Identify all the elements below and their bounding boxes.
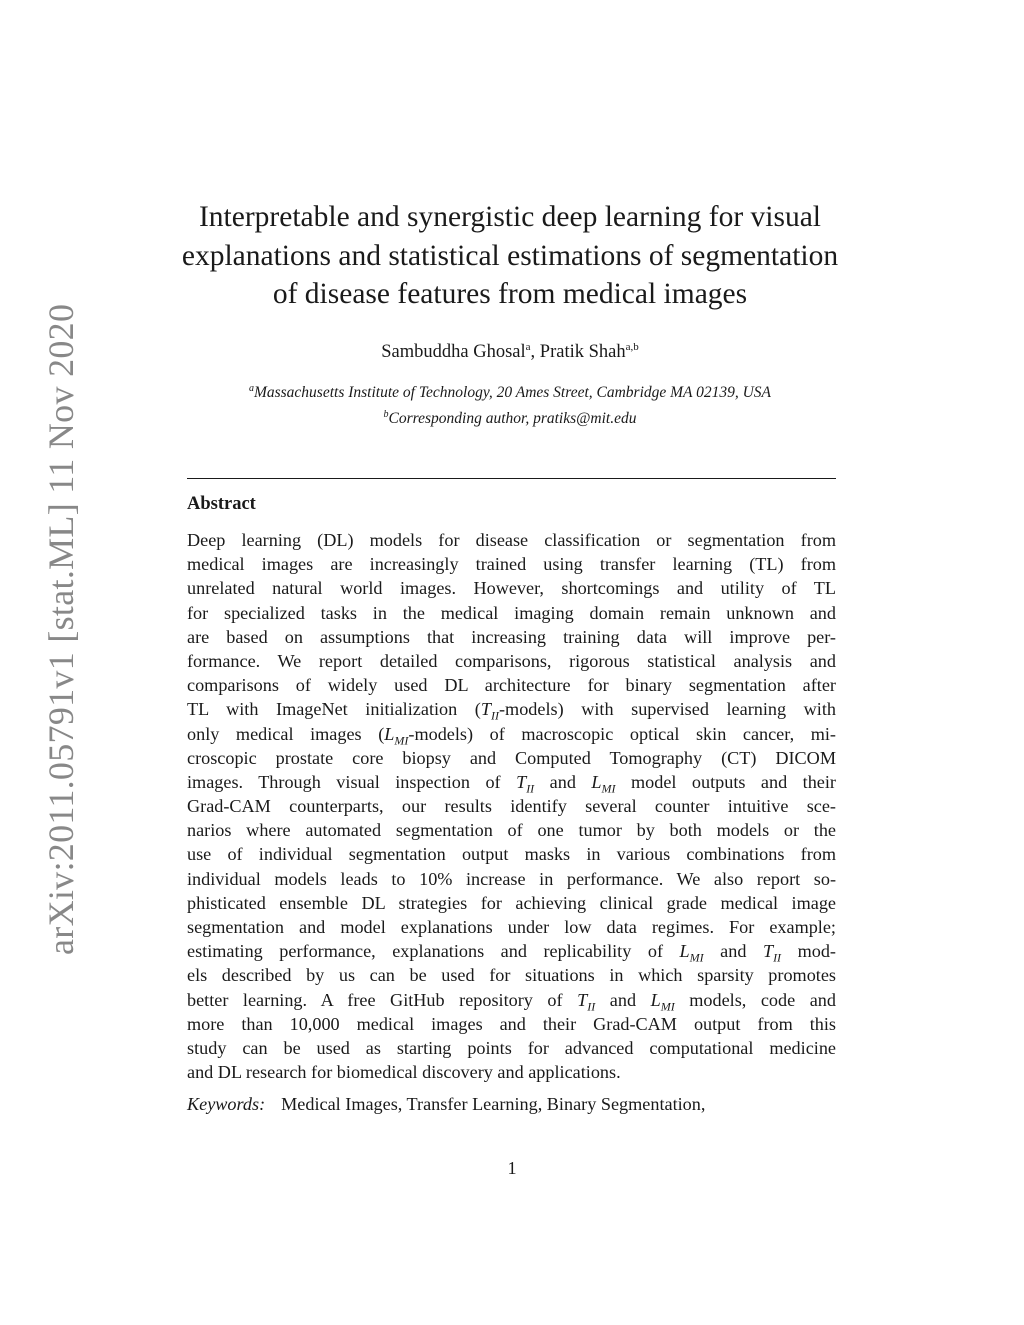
abstract-line: segmentation and model explanations under low data regimes. For example; — [187, 917, 836, 937]
abstract-line: croscopic prostate core biopsy and Computed Tomography (CT) DICOM — [187, 747, 836, 768]
paper-title — [170, 198, 850, 314]
abstract-line: estimating performance, explanations and replicability of $L_{MI}$ and $T_{II}$ mod- — [187, 941, 836, 965]
header-divider — [187, 478, 836, 479]
affiliation-line — [170, 404, 850, 430]
math-symbol: $L_{MI}$ — [591, 771, 616, 796]
math-symbol: $L_{MI}$ — [679, 941, 704, 965]
abstract-line: study can be used as starting points for advanced computational medicine — [187, 1037, 836, 1058]
abstract-line: for specialized tasks in the medical imaging domain remain unknown and — [187, 602, 836, 623]
abstract-line: phisticated ensemble DL strategies for achieving clinical grade medical image — [187, 892, 836, 913]
abstract-line: els described by us can be used for situations in which sparsity promotes — [187, 965, 836, 986]
abstract-line: images. Through visual inspection of $T_{II}$ and $L_{MI}$ model outputs and their — [187, 771, 836, 796]
abstract-line: TL with ImageNet initialization $(T_{II}-models)$ with supervised learning with — [187, 699, 836, 723]
abstract-line: are based on assumptions that increasing training data will improve per- — [187, 626, 836, 647]
abstract-line: use of individual segmentation output masks in various combinations from — [187, 844, 836, 865]
author-name: Sambuddha Ghosal — [381, 342, 526, 363]
affiliation-marker: b — [383, 409, 389, 421]
author-list — [170, 341, 850, 363]
author-affiliation-marker: a — [525, 341, 531, 353]
math-symbol: $T_{II}$ — [762, 941, 782, 965]
abstract-line: and DL research for biomedical discovery and applications. — [187, 1062, 621, 1083]
title-line: Interpretable and synergistic deep learning for visual — [198, 201, 821, 233]
affiliation-line — [170, 378, 850, 404]
abstract-line: Grad-CAM counterparts, our results identify several counter intuitive sce- — [187, 796, 836, 817]
keywords-label: Keywords: — [187, 1094, 266, 1114]
author-name: Pratik Shah — [539, 342, 626, 363]
abstract-line: Deep learning (DL) models for disease classification or segmentation from — [187, 530, 836, 550]
title-line: explanations and statistical estimations of segmentation — [181, 239, 839, 272]
author-affiliation-marker: a,b — [625, 341, 639, 353]
math-symbol: $T_{II}$ — [516, 771, 535, 796]
abstract-line: unrelated natural world images. However, shortcomings and utility of TL — [187, 578, 836, 599]
abstract-line: formance. We report detailed comparisons, rigorous statistical analysis and — [187, 650, 836, 671]
affiliation-text: Massachusetts Institute of Technology, 20 Ames Street, Cambridge MA 02139, USA — [253, 384, 772, 402]
keywords-text: Medical Images, Transfer Learning, Binary Segmentation, — [281, 1094, 706, 1114]
abstract-line: medical images are increasingly trained using transfer learning (TL) from — [187, 554, 836, 575]
author-separator: , — [530, 342, 540, 363]
arxiv-identifier[interactable]: arXiv:2011.05791v1 [stat.ML] 11 Nov 2020 — [41, 303, 81, 955]
keywords-line — [187, 1094, 836, 1115]
abstract-line: narios where automated segmentation of one tumor by both models or the — [187, 820, 836, 841]
abstract-line: only medical images $(L_{MI}-models)$ of macroscopic optical skin cancer, mi- — [187, 723, 836, 748]
page-number: 1 — [507, 1158, 517, 1178]
title-line: of disease features from medical images — [272, 278, 748, 310]
math-symbol: $T_{II}$ — [577, 989, 596, 1014]
abstract-line: more than 10,000 medical images and their Grad-CAM output from this — [187, 1013, 836, 1034]
affiliation-marker: a — [248, 383, 254, 394]
abstract-heading: Abstract — [187, 494, 256, 514]
math-symbol: $T_{II}$ — [480, 699, 499, 723]
corresponding-author-text[interactable]: Corresponding author, pratiks@mit.edu — [388, 410, 637, 428]
affiliations — [170, 378, 850, 430]
abstract-line: better learning. A free GitHub repository of $T_{II}$ and $L_{MI}$ models, code and — [187, 989, 836, 1014]
abstract-body — [187, 528, 836, 1084]
abstract-line: individual models leads to 10% increase in performance. We also report so- — [187, 868, 836, 889]
abstract-line: comparisons of widely used DL architecture for binary segmentation after — [187, 675, 836, 696]
math-symbol: $L_{MI}$ — [650, 989, 675, 1014]
math-symbol: $L_{MI}$ — [384, 723, 409, 748]
